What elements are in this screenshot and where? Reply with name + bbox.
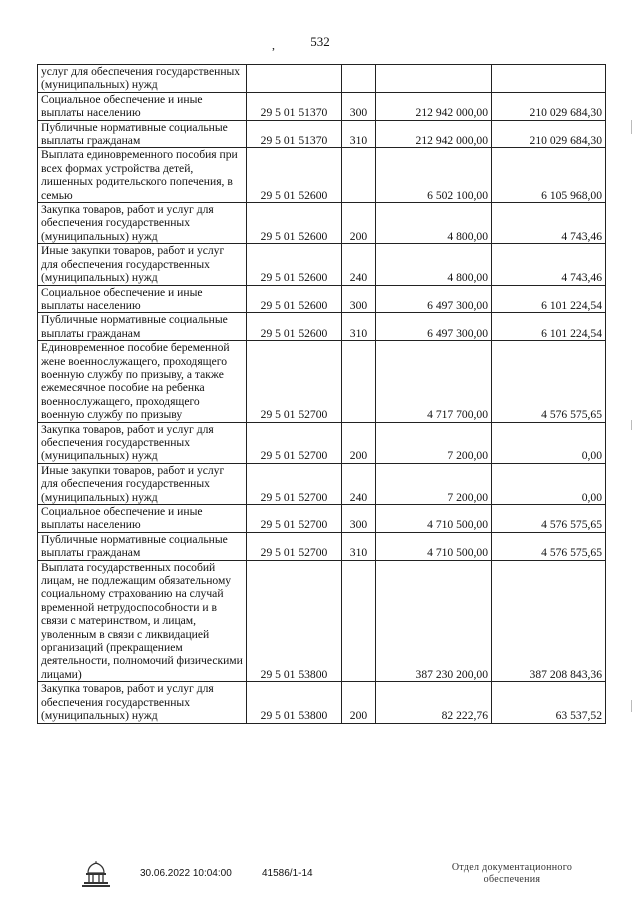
expense-name-cell: услуг для обеспечения государственных (муниципальных) нужд bbox=[38, 65, 247, 93]
expense-name-cell: Выплата государственных пособий лицам, не подлежащим обязательному социальному страхованию на случай временной нетрудоспособности и в связи с материнством, и лицам, уволенным в связи с ликвидацией организаций (прекращением деятельности, полномочий физическими лицами) bbox=[38, 560, 247, 682]
executed-amount-cell bbox=[492, 65, 606, 93]
expense-name-cell: Единовременное пособие беременной жене военнослужащего, проходящего военную службу по призыву, а также ежемесячное пособие на ребенка военнослужащего, проходящего военную службу по призыву bbox=[38, 341, 247, 422]
expense-type-cell: 240 bbox=[342, 244, 376, 285]
expense-type-cell bbox=[342, 560, 376, 682]
executed-amount-cell: 6 101 224,54 bbox=[492, 285, 606, 313]
target-code-cell: 29 5 01 53800 bbox=[247, 560, 342, 682]
expense-name-cell: Закупка товаров, работ и услуг для обеспечения государственных (муниципальных) нужд bbox=[38, 682, 247, 723]
table-row bbox=[38, 560, 606, 682]
executed-amount-cell: 0,00 bbox=[492, 463, 606, 504]
target-code-cell: 29 5 01 53800 bbox=[247, 682, 342, 723]
scan-margin-mark bbox=[631, 420, 632, 430]
expense-type-cell: 300 bbox=[342, 92, 376, 120]
expense-name-cell: Социальное обеспечение и иные выплаты населению bbox=[38, 505, 247, 533]
executed-amount-cell: 0,00 bbox=[492, 422, 606, 463]
approved-amount-cell: 212 942 000,00 bbox=[376, 92, 492, 120]
table-row bbox=[38, 120, 606, 148]
approved-amount-cell: 212 942 000,00 bbox=[376, 120, 492, 148]
approved-amount-cell: 6 502 100,00 bbox=[376, 148, 492, 203]
target-code-cell bbox=[247, 65, 342, 93]
duma-emblem-icon bbox=[80, 861, 112, 889]
department-line-2: обеспечения bbox=[483, 874, 541, 885]
scan-speck: , bbox=[272, 38, 275, 52]
expense-type-cell: 300 bbox=[342, 285, 376, 313]
target-code-cell: 29 5 01 51370 bbox=[247, 92, 342, 120]
target-code-cell: 29 5 01 52700 bbox=[247, 532, 342, 560]
table-row bbox=[38, 285, 606, 313]
approved-amount-cell: 6 497 300,00 bbox=[376, 285, 492, 313]
expense-type-cell: 310 bbox=[342, 313, 376, 341]
expense-type-cell bbox=[342, 148, 376, 203]
approved-amount-cell: 387 230 200,00 bbox=[376, 560, 492, 682]
table-row bbox=[38, 422, 606, 463]
budget-table bbox=[37, 64, 606, 724]
budget-table-body bbox=[38, 65, 606, 724]
approved-amount-cell: 4 800,00 bbox=[376, 203, 492, 244]
scan-margin-mark bbox=[631, 700, 632, 712]
expense-type-cell: 200 bbox=[342, 682, 376, 723]
table-row bbox=[38, 65, 606, 93]
table-row bbox=[38, 244, 606, 285]
expense-name-cell: Иные закупки товаров, работ и услуг для обеспечения государственных (муниципальных) нужд bbox=[38, 463, 247, 504]
expense-name-cell: Выплата единовременного пособия при всех формах устройства детей, лишенных родительского попечения, в семью bbox=[38, 148, 247, 203]
approved-amount-cell: 4 800,00 bbox=[376, 244, 492, 285]
target-code-cell: 29 5 01 52600 bbox=[247, 313, 342, 341]
expense-type-cell: 200 bbox=[342, 422, 376, 463]
expense-type-cell: 200 bbox=[342, 203, 376, 244]
expense-name-cell: Социальное обеспечение и иные выплаты населению bbox=[38, 285, 247, 313]
stamp-datetime: 30.06.2022 10:04:00 bbox=[140, 868, 232, 879]
approved-amount-cell: 82 222,76 bbox=[376, 682, 492, 723]
target-code-cell: 29 5 01 52600 bbox=[247, 285, 342, 313]
executed-amount-cell: 4 576 575,65 bbox=[492, 341, 606, 422]
expense-name-cell: Публичные нормативные социальные выплаты гражданам bbox=[38, 313, 247, 341]
target-code-cell: 29 5 01 52600 bbox=[247, 203, 342, 244]
target-code-cell: 29 5 01 52700 bbox=[247, 341, 342, 422]
department-stamp bbox=[432, 862, 592, 886]
approved-amount-cell: 4 717 700,00 bbox=[376, 341, 492, 422]
table-row bbox=[38, 148, 606, 203]
table-row bbox=[38, 463, 606, 504]
executed-amount-cell: 4 576 575,65 bbox=[492, 532, 606, 560]
page-footer bbox=[0, 864, 640, 894]
target-code-cell: 29 5 01 51370 bbox=[247, 120, 342, 148]
scan-margin-mark bbox=[631, 120, 632, 134]
approved-amount-cell: 6 497 300,00 bbox=[376, 313, 492, 341]
executed-amount-cell: 210 029 684,30 bbox=[492, 92, 606, 120]
target-code-cell: 29 5 01 52600 bbox=[247, 244, 342, 285]
table-row bbox=[38, 682, 606, 723]
executed-amount-cell: 210 029 684,30 bbox=[492, 120, 606, 148]
expense-name-cell: Публичные нормативные социальные выплаты гражданам bbox=[38, 532, 247, 560]
expense-type-cell: 240 bbox=[342, 463, 376, 504]
approved-amount-cell: 4 710 500,00 bbox=[376, 532, 492, 560]
document-number: 41586/1-14 bbox=[262, 868, 313, 879]
expense-type-cell bbox=[342, 65, 376, 93]
approved-amount-cell: 4 710 500,00 bbox=[376, 505, 492, 533]
executed-amount-cell: 63 537,52 bbox=[492, 682, 606, 723]
expense-name-cell: Закупка товаров, работ и услуг для обеспечения государственных (муниципальных) нужд bbox=[38, 422, 247, 463]
table-row bbox=[38, 92, 606, 120]
executed-amount-cell: 4 743,46 bbox=[492, 244, 606, 285]
expense-type-cell: 310 bbox=[342, 120, 376, 148]
table-row bbox=[38, 505, 606, 533]
expense-type-cell bbox=[342, 341, 376, 422]
executed-amount-cell: 4 743,46 bbox=[492, 203, 606, 244]
target-code-cell: 29 5 01 52600 bbox=[247, 148, 342, 203]
page-number: 532 bbox=[310, 34, 330, 49]
expense-type-cell: 300 bbox=[342, 505, 376, 533]
table-row bbox=[38, 203, 606, 244]
target-code-cell: 29 5 01 52700 bbox=[247, 463, 342, 504]
table-row bbox=[38, 341, 606, 422]
executed-amount-cell: 6 105 968,00 bbox=[492, 148, 606, 203]
executed-amount-cell: 6 101 224,54 bbox=[492, 313, 606, 341]
table-row bbox=[38, 532, 606, 560]
target-code-cell: 29 5 01 52700 bbox=[247, 505, 342, 533]
table-row bbox=[38, 313, 606, 341]
expense-name-cell: Публичные нормативные социальные выплаты гражданам bbox=[38, 120, 247, 148]
department-line-1: Отдел документационного bbox=[451, 862, 573, 873]
expense-name-cell: Закупка товаров, работ и услуг для обеспечения государственных (муниципальных) нужд bbox=[38, 203, 247, 244]
approved-amount-cell: 7 200,00 bbox=[376, 463, 492, 504]
expense-type-cell: 310 bbox=[342, 532, 376, 560]
executed-amount-cell: 387 208 843,36 bbox=[492, 560, 606, 682]
approved-amount-cell bbox=[376, 65, 492, 93]
expense-name-cell: Иные закупки товаров, работ и услуг для обеспечения государственных (муниципальных) нужд bbox=[38, 244, 247, 285]
executed-amount-cell: 4 576 575,65 bbox=[492, 505, 606, 533]
approved-amount-cell: 7 200,00 bbox=[376, 422, 492, 463]
expense-name-cell: Социальное обеспечение и иные выплаты населению bbox=[38, 92, 247, 120]
target-code-cell: 29 5 01 52700 bbox=[247, 422, 342, 463]
